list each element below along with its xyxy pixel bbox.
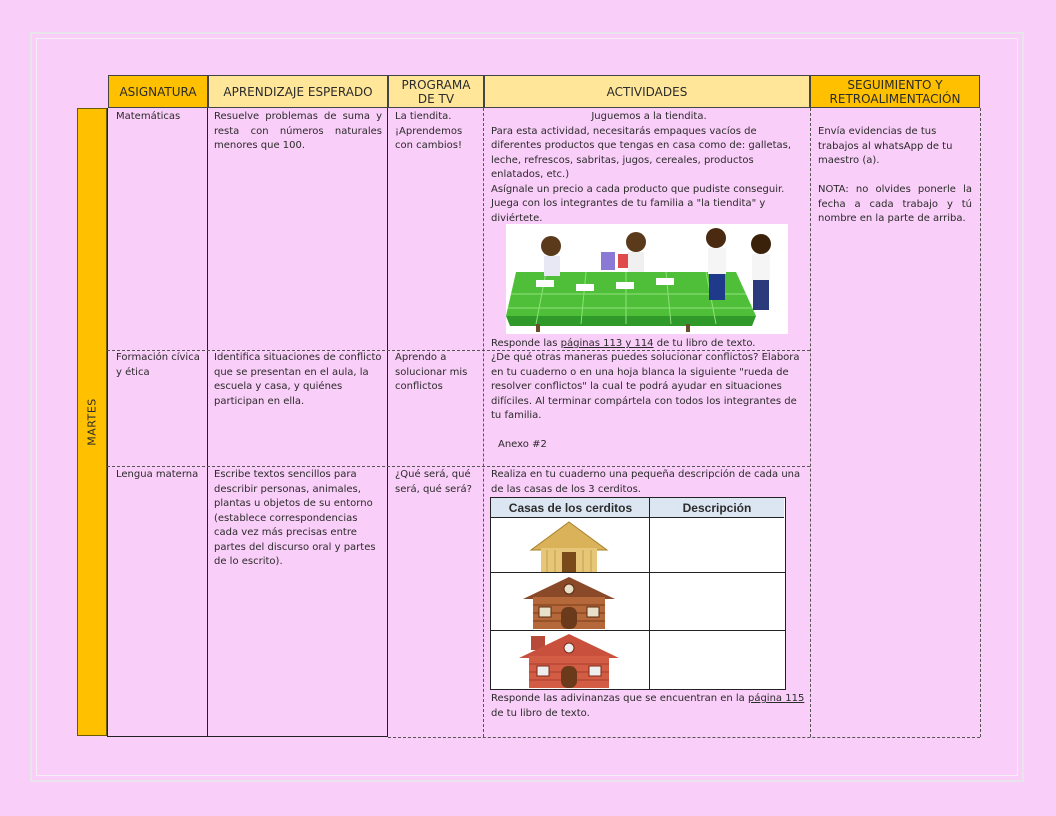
activity-line: Para esta actividad, necesitarás empaques vacíos de diferentes productos que tengas en casa como de: galletas, leche, refrescos, sabritas, jugos, cereales, productos enlatados, etc.) [491,125,792,180]
activity-footer-math [491,337,807,352]
table-bottom [388,737,980,738]
grid-line [207,108,208,737]
day-label: MARTES [85,398,99,446]
subject-language: Lengua materna [116,469,199,480]
activities-civics: ¿De qué otras maneras puedes solucionar conflictos? Elabora en tu cuaderno o en una hoja blanca la siguiente "rueda de resolver conflictos" la cual te podrá ayudar en situaciones difíciles. Al terminar compártela con todos los integrantes de tu familia. [491,352,800,421]
activity-line: Asígnale un precio a cada producto que pudiste conseguir. Juega con los integrantes de tu familia a "la tiendita" y diviértete. [491,183,785,224]
textbook-page-link[interactable]: página 115 [747,693,805,704]
grid-line [483,108,484,737]
table-header-houses: Casas de los cerditos [491,498,650,518]
table-row-divider [491,630,785,631]
tv-program-language: ¿Qué será, qué será, qué será? [395,469,472,495]
textbook-pages-link[interactable]: páginas 113 y 114 [560,338,654,349]
store-illustration [506,224,788,334]
footer-text: Responde las [491,338,561,349]
grid-line [980,108,981,737]
table-header-description: Descripción [650,498,784,518]
subject-civics: Formación cívica y ética [116,352,200,378]
activities-language-intro: Realiza en tu cuaderno una pequeña descripción de cada una de las casas de los 3 cerditos. [491,469,801,495]
tv-program-math: La tiendita. ¡Aprendemos con cambios! [395,111,463,151]
table-col-divider [649,498,650,689]
annex-label: Anexo #2 [498,439,547,450]
grid-line [387,108,388,737]
learning-language: Escribe textos sencillos para describir personas, animales, plantas u objetos de su entorno (establece correspondencias cada vez más precisas entre partes del discurso oral y partes de lo escrito). [214,469,376,567]
learning-math: Resuelve problemas de suma y resta con números naturales menores que 100. [214,111,382,151]
header-activities: ACTIVIDADES [484,75,810,108]
table-row-divider [491,572,785,573]
footer-text: de tu libro de texto. [491,707,590,719]
learning-civics: Identifica situaciones de conflicto que se presentan en el aula, la escuela y casa, y quiénes participan en ella. [214,352,382,407]
followup-text: Envía evidencias de tus trabajos al whatsApp de tu maestro (a). [818,126,953,166]
day-column [77,108,107,736]
activities-math [491,110,807,226]
header-subject: ASIGNATURA [108,75,208,108]
table-bottom [107,736,388,737]
header-learning: APRENDIZAJE ESPERADO [208,75,388,108]
footer-text: de tu libro de texto. [653,338,756,349]
activity-title: Juguemos a la tiendita. [591,111,707,122]
activity-footer-language [491,692,805,721]
row-divider [107,466,810,467]
followup-note: NOTA: no olvides ponerle la fecha a cada trabajo y tú nombre en la parte de arriba. [818,184,972,224]
header-tv-program: PROGRAMA DE TV [388,75,484,108]
subject-math: Matemáticas [116,111,181,122]
grid-line [810,108,811,737]
footer-text: Responde las adivinanzas que se encuentran en la [491,693,748,704]
straw-house-image [527,520,611,572]
pigs-houses-table [490,497,786,690]
brick-house-image [515,632,623,688]
grid-line [107,108,108,737]
wood-house-image [521,575,617,629]
tv-program-civics: Aprendo a solucionar mis conflictos [395,352,468,392]
header-followup: SEGUIMIENTO Y RETROALIMENTACIÓN [810,75,980,108]
